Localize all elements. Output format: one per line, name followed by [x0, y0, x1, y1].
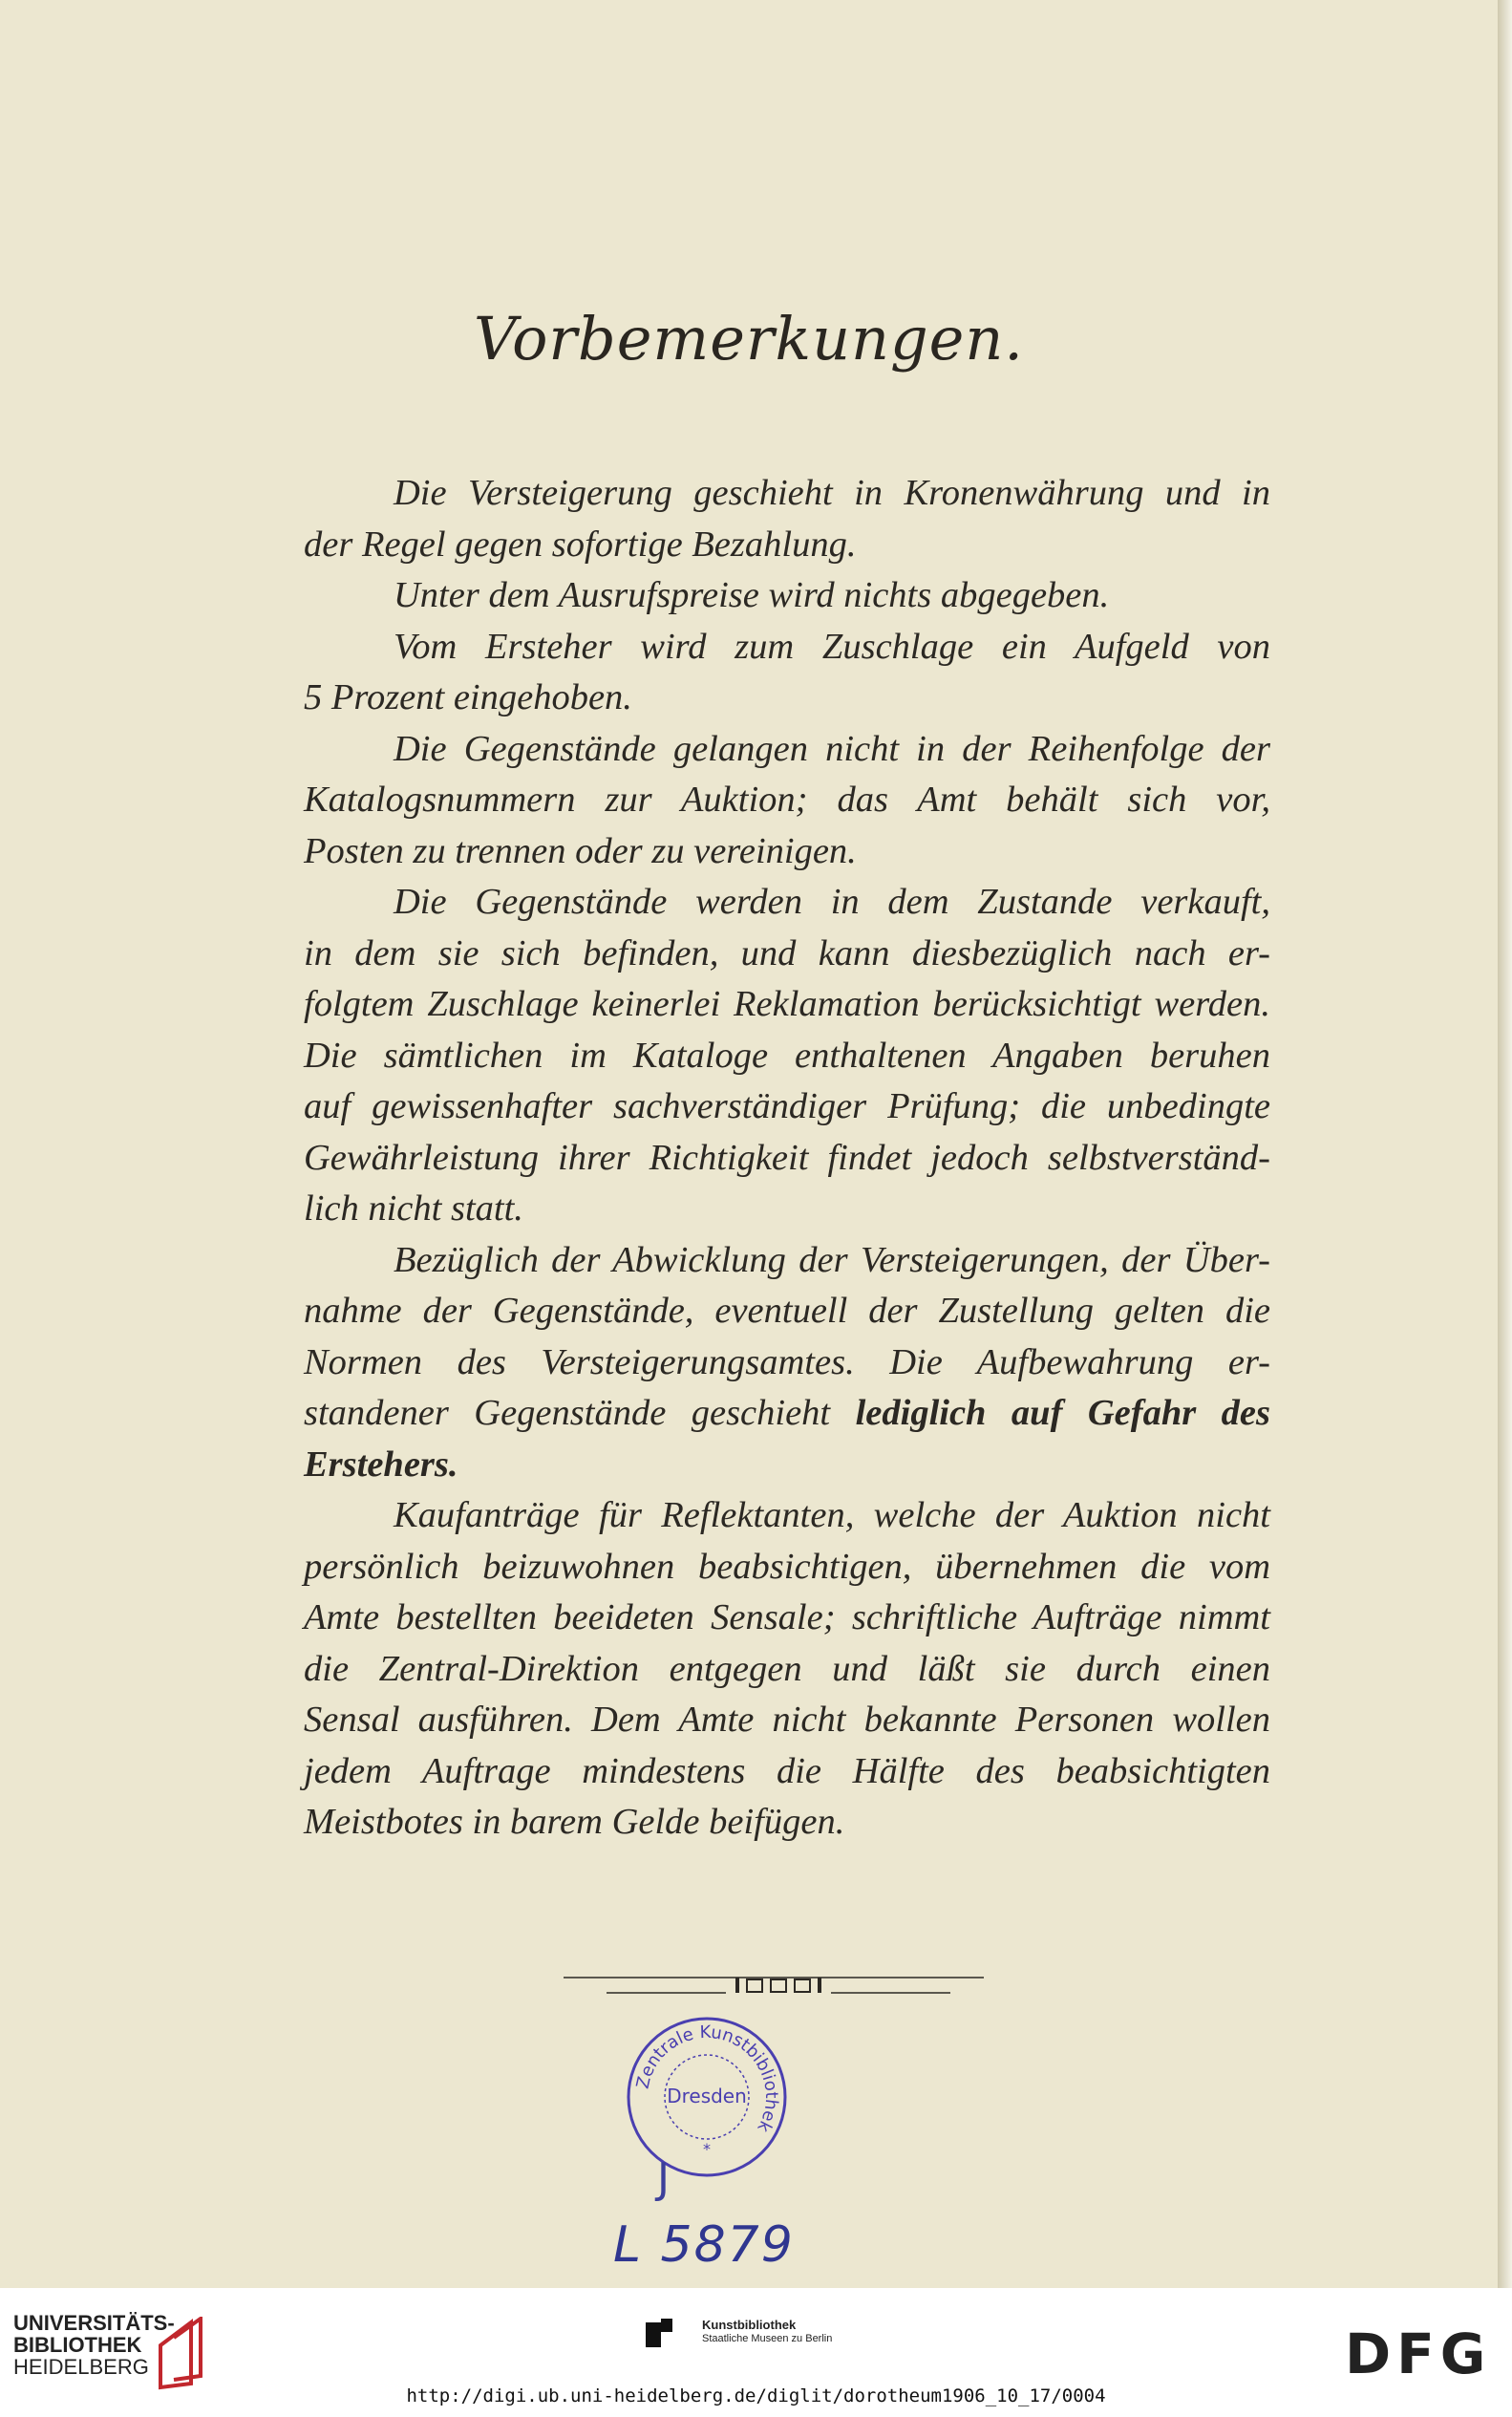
- logo-line-1: UNIVERSITÄTS-: [13, 2311, 175, 2335]
- page-heading: Vorbemerkungen.: [474, 304, 1024, 374]
- text-line: Die Gegenstände gelangen nicht in der Reihenfolge der: [394, 728, 1270, 769]
- ornament-divider: [554, 1966, 1003, 2004]
- text-line: folgtem Zuschlage keinerlei Reklamation berücksichtigt werden.: [304, 984, 1270, 1024]
- paragraphs-block-2: [304, 1490, 1270, 1849]
- text-line: 5 Prozent eingehoben.: [304, 677, 632, 717]
- library-stamp: [611, 2001, 802, 2192]
- text-line: persönlich beizuwohnen beabsichtigen, übernehmen die vom: [304, 1546, 1270, 1587]
- text-line: Die sämtlichen im Kataloge enthaltenen Angaben beruhen: [304, 1035, 1270, 1076]
- text-line-erstehers: Erstehers.: [304, 1444, 458, 1485]
- kb-title: Kunstbibliothek: [702, 2318, 797, 2332]
- text-line: lich nicht statt.: [304, 1188, 523, 1229]
- text-storage-emphasis: lediglich auf Gefahr des: [855, 1393, 1270, 1433]
- body-text: [304, 468, 1270, 1849]
- stamp-center-text: Dresden: [667, 2085, 747, 2107]
- text-line: in dem sie sich befinden, und kann diesbezüglich nach er-: [304, 932, 1270, 973]
- text-line: auf gewissenhafter sachverständiger Prüfung; die unbedingte: [304, 1086, 1270, 1126]
- text-line: der Regel gegen sofortige Bezahlung.: [304, 524, 857, 565]
- text-line: Gewährleistung ihrer Richtigkeit findet jedoch selbstverständ-: [304, 1137, 1270, 1178]
- page-url[interactable]: http://digi.ub.uni-heidelberg.de/diglit/dorotheum1906_10_17/0004: [406, 2385, 1106, 2406]
- text-line: jedem Auftrage mindestens die Hälfte des beabsichtigten: [304, 1750, 1270, 1791]
- text-line: Meistbotes in barem Gelde beifügen.: [304, 1802, 845, 1842]
- text-storage-part: standener Gegenstände geschieht: [304, 1393, 831, 1433]
- text-line: Posten zu trennen oder zu vereinigen.: [304, 830, 857, 871]
- ub-logo-icon: [153, 2317, 210, 2393]
- text-line: Bezüglich der Abwicklung der Versteigerungen, der Über-: [394, 1239, 1270, 1280]
- text-line: Normen des Versteigerungsamtes. Die Aufbewahrung er-: [304, 1341, 1270, 1382]
- text-line: Kaufanträge für Reflektanten, welche der Auktion nicht: [394, 1495, 1270, 1535]
- stamp-star-icon: *: [703, 2140, 711, 2158]
- text-line: Katalogsnummern zur Auktion; das Amt behält sich vor,: [304, 780, 1270, 820]
- kunstbibliothek-logo-icon: [642, 2315, 680, 2353]
- text-line: die Zentral-Direktion entgegen und läßt sie durch einen: [304, 1648, 1270, 1689]
- text-line: Die Gegenstände werden in dem Zustande verkauft,: [394, 882, 1270, 922]
- dfg-logo[interactable]: DFG: [1345, 2321, 1492, 2386]
- text-line-storage: [304, 1388, 1270, 1440]
- text-line: Die Versteigerung geschieht in Kronenwährung und in: [394, 473, 1270, 513]
- text-line: Unter dem Ausrufspreise wird nichts abgegeben.: [394, 575, 1110, 615]
- text-line: Sensal ausführen. Dem Amte nicht bekannte Personen wollen: [304, 1700, 1270, 1740]
- shelf-number: L 5879: [613, 2216, 795, 2274]
- logo-line-2: BIBLIOTHEK: [13, 2333, 142, 2357]
- kunstbibliothek-logo[interactable]: [702, 2318, 832, 2346]
- stamp-ring-text: Zentrale Kunstbibliothek: [632, 2021, 782, 2136]
- pencil-mark: J: [657, 2154, 670, 2203]
- logo-line-3: HEIDELBERG: [13, 2355, 149, 2379]
- university-library-logo[interactable]: [13, 2312, 175, 2378]
- text-line: Amte bestellten beeideten Sensale; schriftliche Aufträge nimmt: [304, 1597, 1270, 1637]
- kb-subtitle: Staatliche Museen zu Berlin: [702, 2333, 833, 2344]
- text-line: nahme der Gegenstände, eventuell der Zustellung gelten die: [304, 1291, 1270, 1331]
- page-edge: [1498, 0, 1512, 2288]
- paragraphs-block-1: [304, 468, 1270, 1388]
- text-line: Vom Ersteher wird zum Zuschlage ein Aufgeld von: [394, 626, 1270, 667]
